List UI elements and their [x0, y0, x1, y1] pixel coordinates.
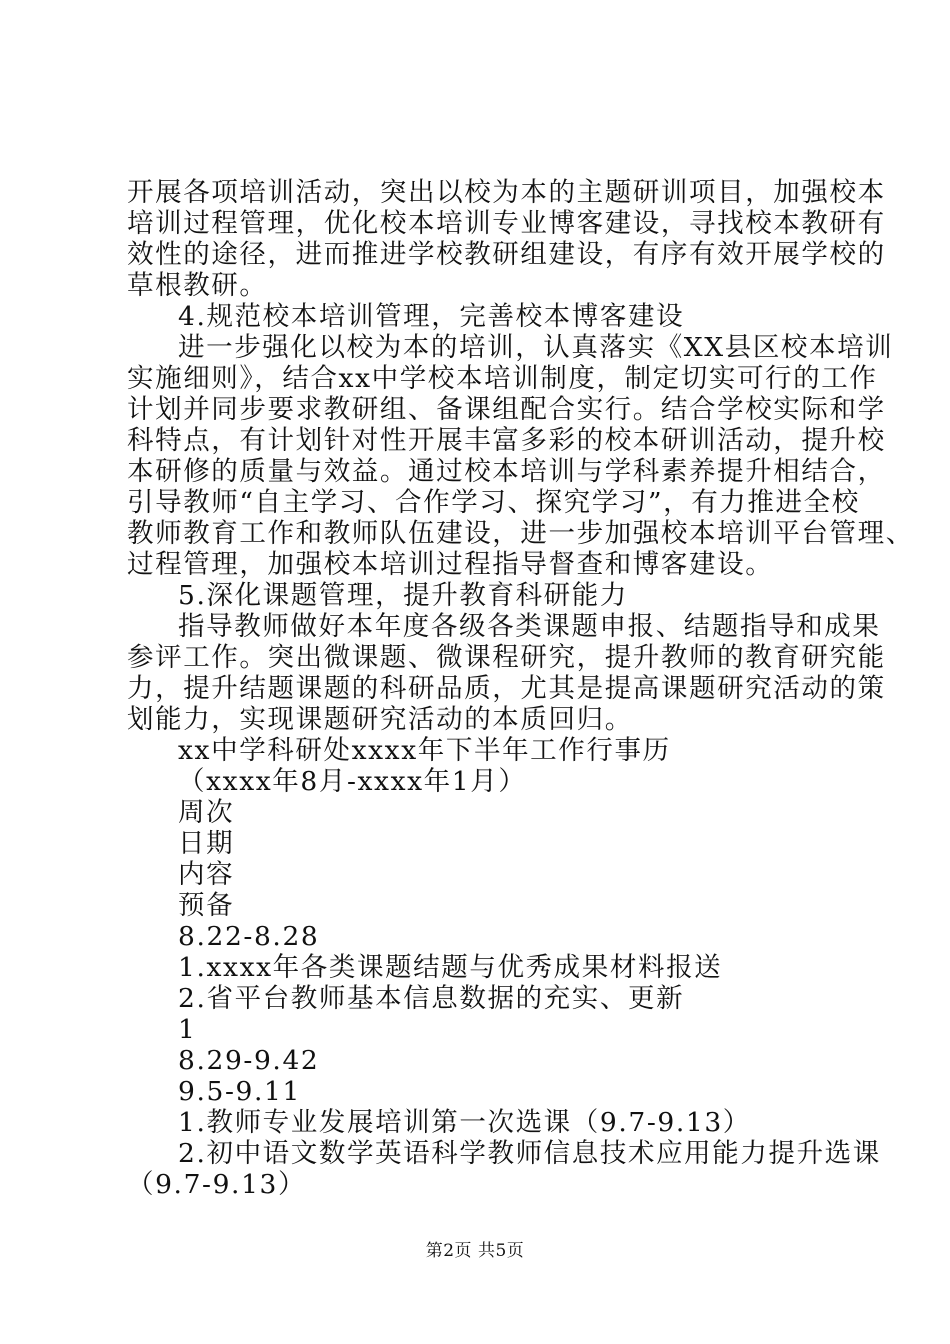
calendar-date-range: （xxxx年8月-xxxx年1月） — [178, 766, 527, 797]
paragraph-line: 计划并同步要求教研组、备课组配合实行。结合学校实际和学 — [127, 394, 886, 425]
table-cell-content: 1.xxxx年各类课题结题与优秀成果材料报送 — [178, 952, 723, 983]
table-cell-date: 8.22-8.28 — [178, 921, 320, 952]
paragraph-line: 过程管理，加强校本培训过程指导督查和博客建设。 — [127, 549, 774, 580]
table-cell-date: 9.5-9.11 — [178, 1076, 301, 1107]
table-header-date: 日期 — [178, 828, 235, 859]
table-cell-week: 1 — [178, 1014, 197, 1045]
paragraph-line: 科特点，有计划针对性开展丰富多彩的校本研训活动，提升校 — [127, 425, 886, 456]
paragraph-line: 指导教师做好本年度各级各类课题申报、结题指导和成果 — [178, 611, 881, 642]
paragraph-line: 本研修的质量与效益。通过校本培训与学科素养提升相结合， — [127, 456, 886, 487]
paragraph-line: 力，提升结题课题的科研品质，尤其是提高课题研究活动的策 — [127, 673, 886, 704]
paragraph-line: 开展各项培训活动，突出以校为本的主题研训项目，加强校本 — [127, 177, 886, 208]
paragraph-line: 效性的途径，进而推进学校教研组建设，有序有效开展学校的 — [127, 239, 886, 270]
paragraph-line: 划能力，实现课题研究活动的本质回归。 — [127, 704, 633, 735]
paragraph-line: 引导教师“自主学习、合作学习、探究学习”，有力推进全校 — [127, 487, 860, 518]
paragraph-line: 教师教育工作和教师队伍建设，进一步加强校本培训平台管理、 — [127, 518, 914, 549]
calendar-title: xx中学科研处xxxx年下半年工作行事历 — [178, 735, 671, 766]
section-heading: 5.深化课题管理，提升教育科研能力 — [178, 580, 628, 611]
table-header-week: 周次 — [178, 797, 235, 828]
page-footer: 第2页 共5页 — [425, 1241, 525, 1261]
paragraph-line: 培训过程管理，优化校本培训专业博客建设，寻找校本教研有 — [127, 208, 886, 239]
paragraph-line: 参评工作。突出微课题、微课程研究，提升教师的教育研究能 — [127, 642, 886, 673]
table-cell-content: 2.省平台教师基本信息数据的充实、更新 — [178, 983, 685, 1014]
paragraph-line: 实施细则》，结合xx中学校本培训制度，制定切实可行的工作 — [127, 363, 878, 394]
table-header-content: 内容 — [178, 859, 235, 890]
table-cell-content: 1.教师专业发展培训第一次选课（9.7-9.13） — [178, 1107, 751, 1138]
table-cell-content: 2.初中语文数学英语科学教师信息技术应用能力提升选课 — [178, 1138, 881, 1169]
section-heading: 4.规范校本培训管理，完善校本博客建设 — [178, 301, 685, 332]
table-cell-content: （9.7-9.13） — [127, 1169, 307, 1200]
paragraph-line: 草根教研。 — [127, 270, 268, 301]
paragraph-line: 进一步强化以校为本的培训，认真落实《XX县区校本培训 — [178, 332, 894, 363]
table-cell-date: 8.29-9.42 — [178, 1045, 320, 1076]
table-cell-week: 预备 — [178, 890, 235, 921]
